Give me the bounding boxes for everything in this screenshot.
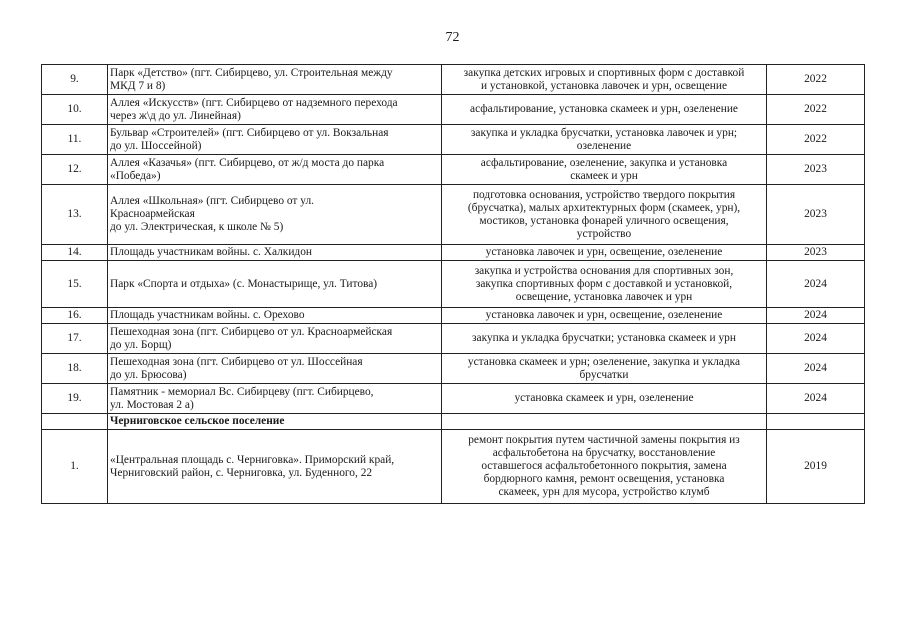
work-description-line: брусчатки <box>579 368 629 381</box>
page-number: 72 <box>445 30 460 45</box>
row-number: 19. <box>42 384 108 414</box>
table-row <box>42 430 865 504</box>
table-row <box>42 324 865 354</box>
year: 2023 <box>767 155 865 185</box>
row-number: 9. <box>42 65 108 95</box>
object-name-line: Бульвар «Строителей» (пгт. Сибирцево от ул. Вокзальная <box>110 126 389 139</box>
row-number: 16. <box>42 308 108 324</box>
object-name <box>108 261 442 308</box>
object-name-line: Аллея «Искусств» (пгт. Сибирцево от надземного перехода <box>110 96 398 109</box>
work-description <box>442 125 767 155</box>
table-row <box>42 125 865 155</box>
work-description <box>442 95 767 125</box>
object-name <box>108 324 442 354</box>
object-name <box>108 125 442 155</box>
work-description-line: установка лавочек и урн, освещение, озеленение <box>485 246 723 258</box>
work-description <box>442 245 767 261</box>
row-number: 17. <box>42 324 108 354</box>
work-description <box>442 65 767 95</box>
work-description-line: озеленение <box>576 139 632 152</box>
object-name-line: Парк «Спорта и отдыха» (с. Монастырище, ул. Титова) <box>110 277 378 290</box>
work-description <box>442 261 767 308</box>
work-description-line: мостиков, установка фонарей уличного освещения, <box>479 214 729 227</box>
object-name <box>108 430 442 504</box>
row-number: 18. <box>42 354 108 384</box>
work-description-line: закупка спортивных форм с доставкой и установкой, <box>475 277 733 290</box>
work-description-line: оставшегося асфальтобетонного покрытия, замена <box>481 460 727 472</box>
work-description <box>442 185 767 245</box>
object-name <box>108 65 442 95</box>
work-description-line: подготовка основания, устройство твердого покрытия <box>472 188 736 201</box>
object-name-line: до ул. Электрическая, к школе № 5) <box>110 221 284 233</box>
object-name <box>108 155 442 185</box>
object-name-line: до ул. Борщ) <box>110 338 172 351</box>
object-name <box>108 384 442 414</box>
table-row <box>42 155 865 185</box>
object-name-line: Красноармейская <box>110 208 195 220</box>
object-name-line: Аллея «Школьная» (пгт. Сибирцево от ул. <box>110 195 314 207</box>
object-name-line: ул. Мостовая 2 а) <box>110 398 194 411</box>
object-name-line: Пешеходная зона (пгт. Сибирцево от ул. Шоссейная <box>110 355 363 368</box>
improvement-table <box>41 64 865 504</box>
section-empty-cell <box>442 414 767 430</box>
object-name-line: Аллея «Казачья» (пгт. Сибирцево, от ж/д моста до парка <box>110 156 385 169</box>
section-row <box>42 414 865 430</box>
row-number: 13. <box>42 185 108 245</box>
work-description <box>442 308 767 324</box>
work-description-line: закупка и укладка брусчатки; установка скамеек и урн <box>472 332 736 344</box>
object-name <box>108 185 442 245</box>
object-name-line: Площадь участникам войны. с. Орехово <box>110 309 305 321</box>
row-number: 11. <box>42 125 108 155</box>
work-description-line: скамеек, урн для мусора, устройство клумб <box>498 486 710 498</box>
work-description <box>442 155 767 185</box>
work-description-line: и установкой, установка лавочек и урн, освещение <box>480 79 728 92</box>
table-row <box>42 245 865 261</box>
work-description <box>442 354 767 384</box>
year: 2024 <box>767 261 865 308</box>
work-description-line: освещение, установка лавочек и урн <box>515 290 693 303</box>
object-name-line: до ул. Брюсова) <box>110 368 187 381</box>
year: 2022 <box>767 95 865 125</box>
table-row <box>42 384 865 414</box>
work-description-line: (брусчатка), малых архитектурных форм (скамеек, урн), <box>467 201 741 214</box>
work-description <box>442 324 767 354</box>
work-description-line: асфальтирование, озеленение, закупка и установка <box>480 156 728 169</box>
table-row <box>42 354 865 384</box>
year: 2024 <box>767 384 865 414</box>
table-body <box>42 65 865 504</box>
table-row <box>42 185 865 245</box>
work-description-line: установка лавочек и урн, освещение, озеленение <box>485 309 723 321</box>
work-description-line: установка скамеек и урн, озеленение <box>514 392 694 404</box>
table-row <box>42 65 865 95</box>
section-empty-cell <box>42 414 108 430</box>
year: 2024 <box>767 308 865 324</box>
work-description <box>442 430 767 504</box>
work-description-line: скамеек и урн <box>570 169 638 182</box>
work-description-line: асфальтобетона на брусчатку, восстановление <box>492 447 716 459</box>
year: 2022 <box>767 65 865 95</box>
work-description-line: бордюрного камня, ремонт освещения, установка <box>483 473 725 485</box>
year: 2023 <box>767 245 865 261</box>
object-name <box>108 308 442 324</box>
section-empty-cell <box>767 414 865 430</box>
object-name <box>108 245 442 261</box>
work-description-line: закупка и укладка брусчатки, установка лавочек и урн; <box>470 126 738 139</box>
work-description-line: устройство <box>576 227 632 240</box>
object-name <box>108 95 442 125</box>
row-number: 14. <box>42 245 108 261</box>
object-name-line: Парк «Детство» (пгт. Сибирцево, ул. Строительная между <box>110 66 393 79</box>
object-name-line: Пешеходная зона (пгт. Сибирцево от ул. Красноармейская <box>110 325 393 338</box>
work-description-line: закупка и устройства основания для спортивных зон, <box>474 264 734 277</box>
object-name-line: Памятник - мемориал Вс. Сибирцеву (пгт. Сибирцево, <box>110 385 374 398</box>
object-name-line: «Победа») <box>110 169 161 182</box>
year: 2023 <box>767 185 865 245</box>
object-name-line: через ж\д до ул. Линейная) <box>110 109 241 122</box>
object-name <box>108 354 442 384</box>
object-name-line: Площадь участникам войны. с. Халкидон <box>110 246 313 258</box>
work-description-line: установка скамеек и урн; озеленение, закупка и укладка <box>467 355 741 368</box>
object-name-line: МКД 7 и 8) <box>110 79 166 92</box>
work-description-line: ремонт покрытия путем частичной замены покрытия из <box>468 434 740 446</box>
year: 2024 <box>767 324 865 354</box>
table-row <box>42 95 865 125</box>
row-number: 12. <box>42 155 108 185</box>
year: 2019 <box>767 430 865 504</box>
table-row <box>42 261 865 308</box>
row-number: 15. <box>42 261 108 308</box>
object-name-line: «Центральная площадь с. Черниговка». Приморский край, <box>110 453 395 466</box>
table-row <box>42 308 865 324</box>
work-description-line: закупка детских игровых и спортивных форм с доставкой <box>463 66 745 79</box>
year: 2024 <box>767 354 865 384</box>
section-title: Черниговское сельское поселение <box>108 414 442 430</box>
work-description-line: асфальтирование, установка скамеек и урн, озеленение <box>470 103 738 115</box>
year: 2022 <box>767 125 865 155</box>
object-name-line: Черниговский район, с. Черниговка, ул. Буденного, 22 <box>110 466 373 479</box>
row-number: 10. <box>42 95 108 125</box>
row-number: 1. <box>42 430 108 504</box>
object-name-line: до ул. Шоссейной) <box>110 139 202 152</box>
work-description <box>442 384 767 414</box>
